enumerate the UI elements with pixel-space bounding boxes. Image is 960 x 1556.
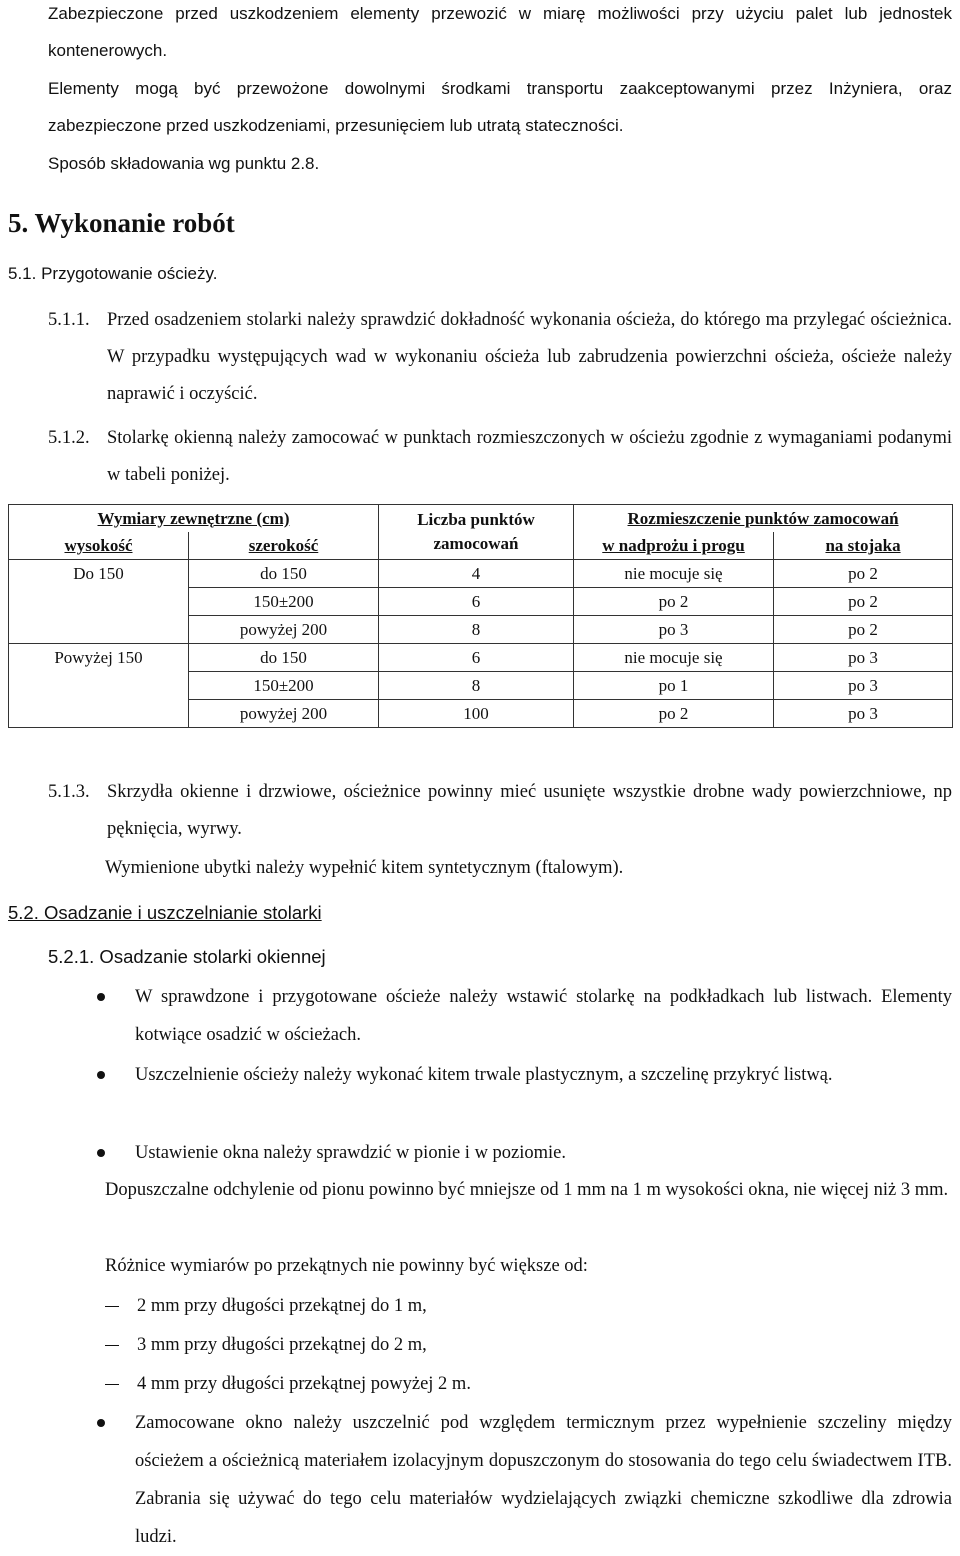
cell-height: Powyżej 150 [9, 644, 189, 672]
cell-jamb: po 2 [774, 616, 953, 644]
table-row [9, 700, 953, 728]
item-5-1-3-number: 5.1.3. [48, 782, 90, 802]
cell-count: 8 [379, 616, 574, 644]
cell-width: 150±200 [189, 588, 379, 616]
item-5-1-3-text: Skrzydła okienne i drzwiowe, ościeżnice powinny mieć usunięte wszystkie drobne wady powierzchniowe, np pęknięcia, wyrwy. [107, 782, 952, 839]
bullet-item [105, 1134, 952, 1172]
cell-lintel: po 2 [574, 700, 774, 728]
table-row [9, 616, 953, 644]
cell-jamb: po 3 [774, 644, 953, 672]
cell-lintel: po 2 [574, 588, 774, 616]
item-5-2-1-heading: 5.2.1. Osadzanie stolarki okiennej [48, 946, 326, 967]
cell-lintel: po 3 [574, 616, 774, 644]
cell-height: Do 150 [9, 560, 189, 588]
item-5-1-2-text: Stolarkę okienną należy zamocować w punktach rozmieszczonych w ościeżu zgodnie z wymaganiami podanymi w tabeli poniżej. [107, 428, 952, 485]
cell-count: 6 [379, 588, 574, 616]
subsection-5-1-heading: 5.1. Przygotowanie ościeży. [8, 264, 218, 283]
subsection-5-2-heading: 5.2. Osadzanie i uszczelnianie stolarki [8, 902, 322, 923]
cell-count: 6 [379, 644, 574, 672]
dash-text: 2 mm przy długości przekątnej do 1 m, [137, 1296, 427, 1316]
item-5-1-2 [48, 420, 952, 494]
header-width: szerokość [189, 532, 379, 560]
dash-icon [105, 1384, 119, 1385]
cell-width: powyżej 200 [189, 616, 379, 644]
cell-count: 100 [379, 700, 574, 728]
cell-width: do 150 [189, 644, 379, 672]
bullet-icon [97, 1071, 105, 1079]
bullet-item [105, 1056, 952, 1094]
cell-height [9, 672, 189, 700]
header-lintel-sill: w nadprożu i progu [574, 532, 774, 560]
cell-width: powyżej 200 [189, 700, 379, 728]
item-5-1-2-number: 5.1.2. [48, 428, 90, 448]
header-jamb: na stojaka [774, 532, 953, 560]
cell-count: 8 [379, 672, 574, 700]
intro-paragraph-2: Elementy mogą być przewożone dowolnymi środkami transportu zaakceptowanymi przez Inżyniera, oraz zabezpieczone przed uszkodzeniami, przesunięciem lub utratą stateczności. [48, 79, 952, 135]
table-row [9, 672, 953, 700]
cell-lintel: po 1 [574, 672, 774, 700]
item-5-1-1 [48, 302, 952, 413]
cell-jamb: po 2 [774, 560, 953, 588]
cell-height [9, 700, 189, 728]
cell-count: 4 [379, 560, 574, 588]
intro-paragraph-3: Sposób składowania wg punktu 2.8. [48, 154, 320, 173]
dash-item [105, 1287, 952, 1325]
bullet-item [105, 978, 952, 1054]
cell-lintel: nie mocuje się [574, 644, 774, 672]
intro-paragraph-1: Zabezpieczone przed uszkodzeniem elementy przewozić w miarę możliwości przy użyciu palet lub jednostek kontenerowych. [48, 4, 952, 60]
table-row [9, 588, 953, 616]
header-placement: Rozmieszczenie punktów zamocowań [574, 505, 953, 533]
header-point-count: Liczba punktów zamocowań [379, 505, 574, 560]
dash-item [105, 1326, 952, 1364]
bullet-text: Zamocowane okno należy uszczelnić pod względem termicznym przez wypełnienie szczeliny między ościeżem a ościeżnicą materiałem izolacyjnym dopuszczonym do stosowania do tego celu świadectwem ITB. Zabrania się używać do tego celu materiałów wydzielających związki chemiczne szkodliwe dla zdrowia ludzi. [135, 1413, 952, 1547]
bullet-text: Uszczelnienie ościeży należy wykonać kitem trwale plastycznym, a szczelinę przykryć listwą. [135, 1065, 833, 1085]
bullet-icon [97, 993, 105, 1001]
cell-jamb: po 2 [774, 588, 953, 616]
cell-width: 150±200 [189, 672, 379, 700]
cell-lintel: nie mocuje się [574, 560, 774, 588]
diagonal-intro: Różnice wymiarów po przekątnych nie powinny być większe od: [105, 1256, 588, 1276]
bullet-text: Ustawienie okna należy sprawdzić w pionie i w poziomie. [135, 1143, 567, 1163]
dash-text: 3 mm przy długości przekątnej do 2 m, [137, 1335, 427, 1355]
header-dimensions: Wymiary zewnętrzne (cm) [9, 505, 379, 533]
cell-width: do 150 [189, 560, 379, 588]
bullet-item [105, 1404, 952, 1556]
item-5-1-3-note: Wymienione ubytki należy wypełnić kitem syntetycznym (ftalowym). [105, 858, 624, 878]
item-5-1-1-number: 5.1.1. [48, 310, 90, 330]
item-5-1-1-text: Przed osadzeniem stolarki należy sprawdzić dokładność wykonania ościeża, do którego ma przylegać ościeżnica. W przypadku występujących wad w wykonaniu ościeża lub zabrudzenia powierzchni ościeża, ościeże należy naprawić i oczyścić. [107, 310, 952, 404]
bullet-icon [97, 1419, 105, 1427]
bullet-icon [97, 1149, 105, 1157]
cell-height [9, 616, 189, 644]
cell-jamb: po 3 [774, 672, 953, 700]
dash-icon [105, 1306, 119, 1307]
item-5-1-3 [48, 774, 952, 848]
table-row [9, 560, 953, 588]
cell-height [9, 588, 189, 616]
bullet-text: W sprawdzone i przygotowane ościeże należy wstawić stolarkę na podkładkach lub listwach. Elementy kotwiące osadzić w ościeżach. [135, 987, 952, 1045]
tolerance-paragraph: Dopuszczalne odchylenie od pionu powinno być mniejsze od 1 mm na 1 m wysokości okna, nie więcej niż 3 mm. [105, 1180, 949, 1200]
cell-jamb: po 3 [774, 700, 953, 728]
dash-icon [105, 1345, 119, 1346]
table-row [9, 644, 953, 672]
mounting-points-table [8, 504, 953, 728]
header-height: wysokość [9, 532, 189, 560]
dash-text: 4 mm przy długości przekątnej powyżej 2 m. [137, 1374, 471, 1394]
dash-item [105, 1365, 952, 1403]
section-5-heading: 5. Wykonanie robót [8, 208, 235, 238]
